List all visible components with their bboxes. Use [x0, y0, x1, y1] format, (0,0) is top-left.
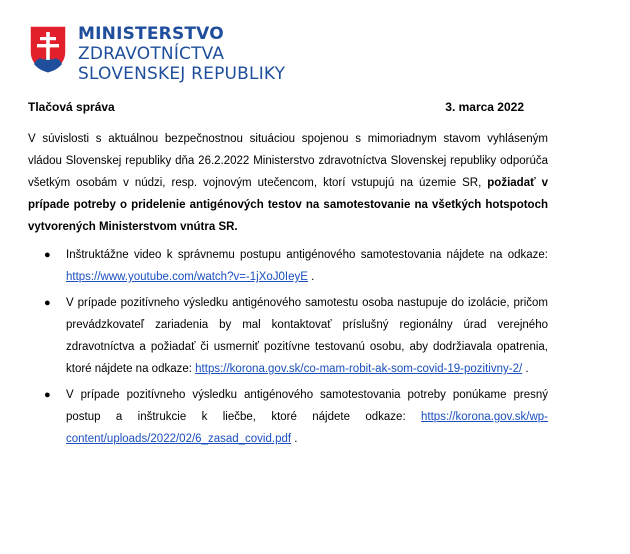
list-item-text: V prípade pozitívneho výsledku antigénového samotestu osoba nastupuje do izolácie, pričom prevádzkovateľ zariadenia by mal kontaktovať príslušný regionálny úrad verejného zdravotníctva a požiadať či usmerniť pozitívne testovanú osobu, aby dodržiavala opatrenia, ktoré nájdete na odkaze: — [66, 297, 548, 375]
bullet-icon: ● — [44, 249, 51, 261]
bullet-icon: ● — [44, 389, 51, 401]
covid-positive-guide-link[interactable]: https://korona.gov.sk/co-mam-robit-ak-som-covid-19-pozitivny-2/ — [195, 363, 523, 375]
press-release-label: Tlačová správa — [28, 100, 115, 114]
list-item — [28, 292, 548, 380]
press-release-date: 3. marca 2022 — [445, 100, 524, 114]
intro-text: V súvislosti s aktuálnou bezpečnostnou situáciou spojenou s mimoriadnym stavom vyhláseným vládou Slovenskej republiky dňa 26.2.2022 Ministerstvo zdravotníctva Slovenskej republiky odporúča všetkým osobám v núdzi, resp. vojnovým utečencom, ktorí vstupujú na územie SR, — [28, 133, 548, 189]
intro-bold-text: požiadať v prípade potreby o pridelenie antigénových testov na samotestovanie na všetkých hotspotoch vytvorených Ministerstvom vnútra SR. — [28, 177, 548, 233]
list-item-after: . — [307, 271, 315, 283]
list-item — [28, 384, 548, 450]
slovak-coat-of-arms-icon — [28, 24, 68, 74]
ministry-line-1: MINISTERSTVO — [78, 24, 224, 44]
ministry-header — [28, 24, 285, 84]
list-item-text: V prípade pozitívneho výsledku antigénového samotestovania potreby ponúkame presný postup a inštrukcie k liečbe, ktoré nájdete odkaze: — [66, 389, 548, 423]
list-item — [28, 244, 548, 288]
list-item-after: . — [291, 433, 298, 445]
ministry-line-3: SLOVENSKEJ REPUBLIKY — [78, 64, 286, 84]
list-item-after: . — [522, 363, 529, 375]
bullet-icon: ● — [44, 297, 51, 309]
ministry-name — [78, 24, 285, 84]
ministry-line-2: ZDRAVOTNÍCTVA — [78, 44, 225, 64]
youtube-video-link[interactable]: https://www.youtube.com/watch?v=-1jXoJ0IeyE — [66, 271, 308, 283]
press-release-heading — [28, 100, 524, 114]
list-item-text: Inštruktážne video k správnemu postupu antigénového samotestovania nájdete na odkaze: — [66, 249, 548, 261]
instructions-list — [28, 244, 548, 454]
treatment-instructions-link[interactable]: https://korona.gov.sk/wp-content/uploads/2022/02/6_zasad_covid.pdf — [66, 411, 548, 445]
intro-paragraph — [28, 128, 548, 238]
